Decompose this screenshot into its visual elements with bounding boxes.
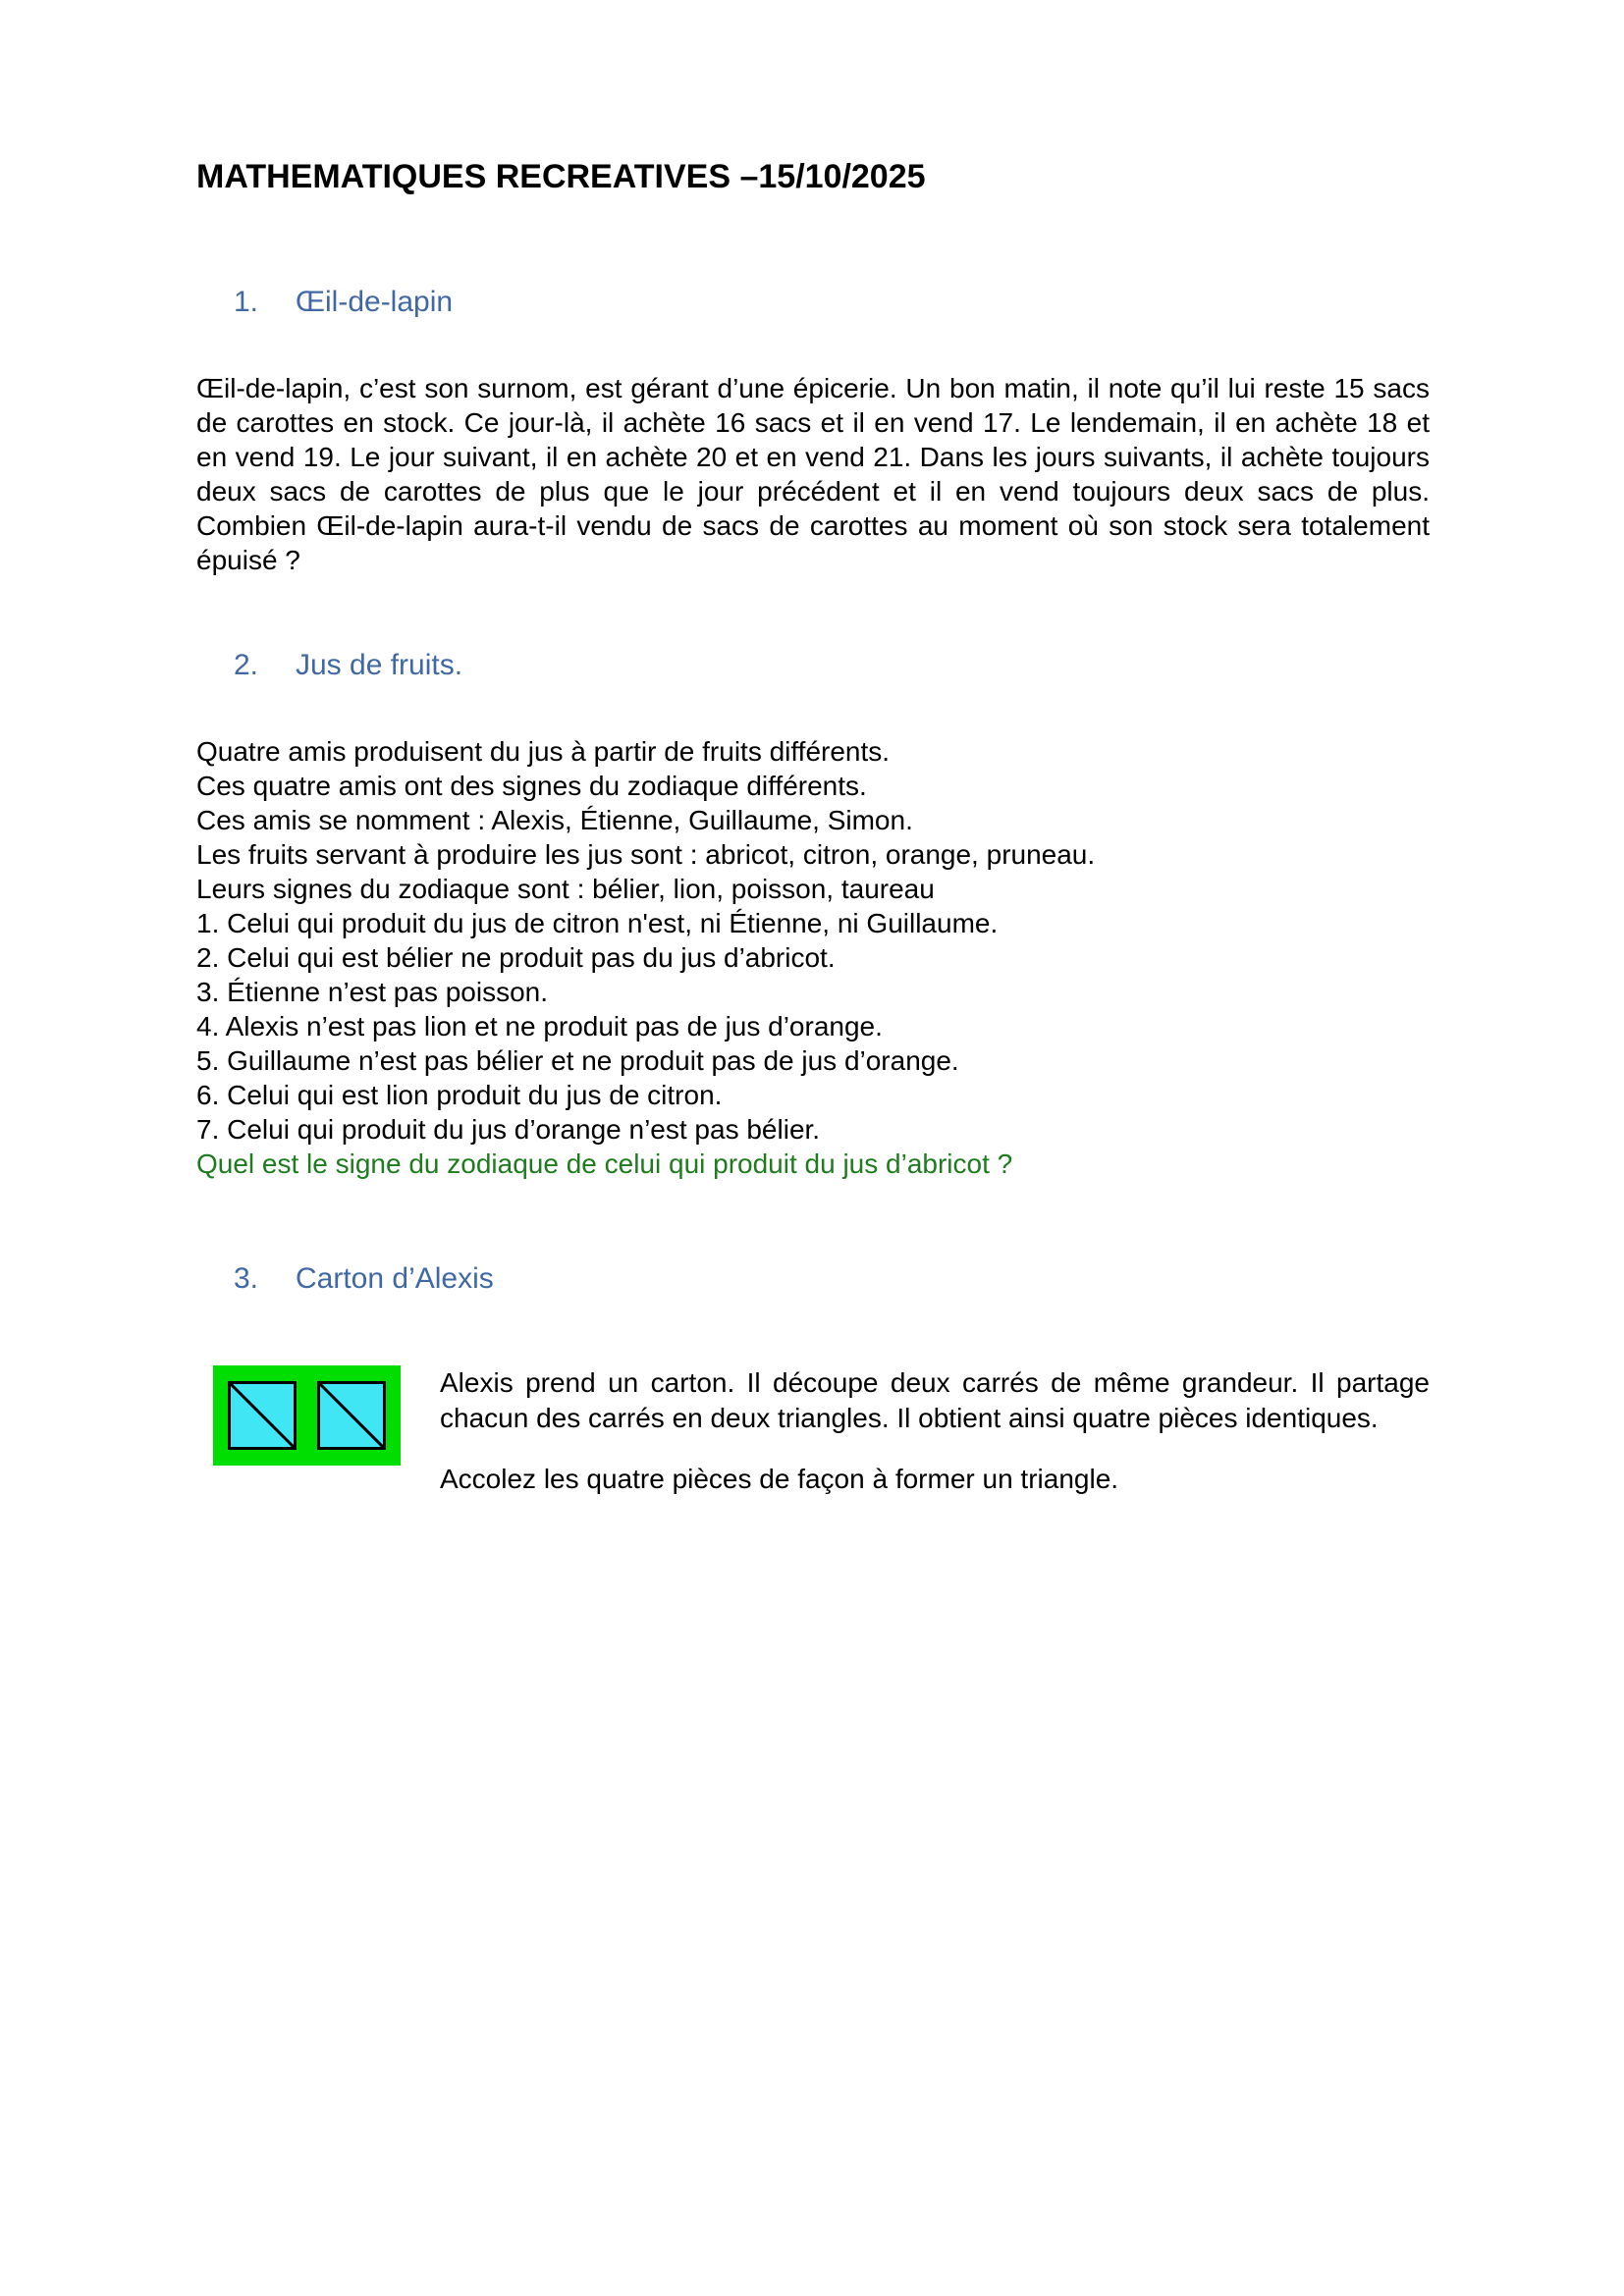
section2-line: Leurs signes du zodiaque sont : bélier, lion, poisson, taureau [196, 874, 935, 904]
cyan-square-with-diagonal-icon [317, 1381, 386, 1450]
section2-clue: 3. Étienne n’est pas poisson. [196, 977, 549, 1007]
section2-clue: 7. Celui qui produit du jus d’orange n’est pas bélier. [196, 1114, 821, 1145]
section3-text [440, 1365, 1430, 1497]
section-number-1: 1. [234, 286, 259, 318]
section3-row [196, 1365, 1430, 1497]
page-title: MATHEMATIQUES RECREATIVES –15/10/2025 [196, 158, 926, 195]
section2-question: Quel est le signe du zodiaque de celui qui produit du jus d’abricot ? [196, 1148, 1013, 1179]
section-number-3: 3. [234, 1262, 259, 1295]
document-content [196, 0, 1430, 1497]
section-heading-2 [196, 646, 1430, 685]
section2-line: Ces amis se nomment : Alexis, Étienne, Guillaume, Simon. [196, 805, 913, 835]
section-heading-3 [196, 1259, 1430, 1299]
section-title-oeil-de-lapin: Œil-de-lapin [296, 286, 454, 318]
section2-clue: 4. Alexis n’est pas lion et ne produit pas de jus d’orange. [196, 1011, 883, 1041]
section2-clue: 5. Guillaume n’est pas bélier et ne produit pas de jus d’orange. [196, 1045, 959, 1076]
section2-line: Quatre amis produisent du jus à partir de fruits différents. [196, 736, 891, 767]
section2-clue: 2. Celui qui est bélier ne produit pas du jus d’abricot. [196, 942, 836, 973]
section2-line: Ces quatre amis ont des signes du zodiaque différents. [196, 771, 867, 801]
carton-figure [213, 1365, 401, 1466]
section1-paragraph: Œil-de-lapin, c’est son surnom, est gérant d’une épicerie. Un bon matin, il note qu’il lui reste 15 sacs de carottes en stock. Ce jour-là, il achète 16 sacs et il en vend 17. Le lendemain, il en achète 18 et en vend 19. Le jour suivant, il en achète 20 et en vend 21. Dans les jours suivants, il achète toujours deux sacs de carottes de plus que le jour précédent et il en vend toujours deux sacs de plus. Combien Œil-de-lapin aura-t-il vendu de sacs de carottes au moment où son stock sera totalement épuisé ? [196, 373, 1430, 575]
section2-clue: 1. Celui qui produit du jus de citron n'est, ni Étienne, ni Guillaume. [196, 908, 999, 938]
section-title-jus-de-fruits: Jus de fruits. [296, 649, 463, 681]
section2-line: Les fruits servant à produire les jus sont : abricot, citron, orange, pruneau. [196, 839, 1096, 870]
section3-paragraph: Alexis prend un carton. Il découpe deux carrés de même grandeur. Il partage chacun des carrés en deux triangles. Il obtient ainsi quatre pièces identiques. [440, 1367, 1430, 1433]
section-heading-1 [196, 283, 1430, 322]
section2-lines [196, 734, 1430, 1181]
cyan-square-with-diagonal-icon [228, 1381, 297, 1450]
section-title-carton-dalexis: Carton d’Alexis [296, 1262, 494, 1295]
section-number-2: 2. [234, 649, 259, 681]
section3-instruction: Accolez les quatre pièces de façon à former un triangle. [440, 1464, 1119, 1494]
section2-clue: 6. Celui qui est lion produit du jus de citron. [196, 1080, 723, 1110]
